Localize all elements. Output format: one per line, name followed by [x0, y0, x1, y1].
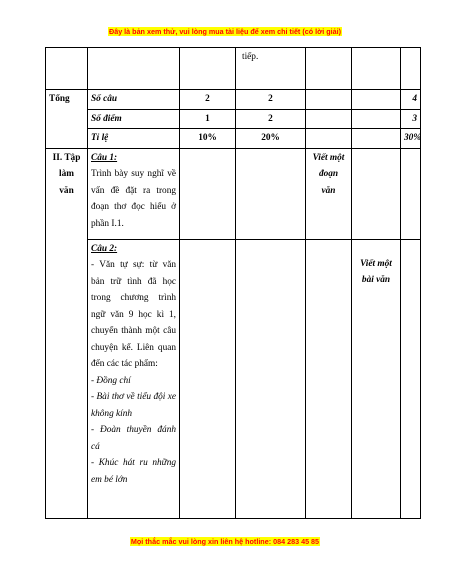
table-row-continuation [46, 48, 421, 90]
table-row-so-cau [46, 90, 421, 110]
table-cell [46, 48, 88, 90]
table-cell [306, 239, 352, 518]
section-label-line: II. Tập [52, 152, 81, 163]
level-cell [352, 239, 401, 518]
table-cell: 20% [236, 129, 306, 149]
row-label: Số câu [88, 90, 180, 110]
table-cell [306, 109, 352, 129]
level-line: đoạn [318, 169, 339, 179]
table-cell: 10% [180, 129, 236, 149]
table-row-ti-le [46, 129, 421, 149]
preview-notice-banner [0, 27, 450, 36]
question-title: Câu 2: [91, 243, 118, 254]
level-line: văn [321, 185, 336, 196]
table-cell [88, 48, 180, 90]
level-line: Viết một [312, 152, 345, 163]
table-cell [401, 48, 421, 90]
table-cell [236, 148, 306, 239]
table-cell-total: 4 [401, 90, 421, 110]
row-label: Tỉ lệ [88, 129, 180, 149]
table-cell-total: 30% [401, 129, 421, 149]
table-row-cau-1 [46, 148, 421, 239]
preview-notice-text: Đây là bản xem thử, vui lòng mua tài liệu để xem chi tiết (có lời giải) [109, 27, 341, 36]
table-cell [180, 48, 236, 90]
table-cell [306, 129, 352, 149]
table-cell [352, 129, 401, 149]
level-line: bài văn [361, 275, 391, 285]
table-row-cau-2 [46, 239, 421, 518]
table-cell [352, 48, 401, 90]
table-cell [180, 148, 236, 239]
level-line: Viết một [360, 258, 392, 269]
table-cell [401, 239, 421, 518]
work-item: - Bài thơ về tiểu đội xe không kính [91, 392, 176, 419]
table-cell [352, 148, 401, 239]
tong-label: Tổng [46, 90, 88, 149]
hotline-text: Mọi thắc mắc vui lòng xin liên hệ hotline: 084 283 45 85 [130, 537, 320, 546]
work-item: - Khúc hát ru những em bé lớn [91, 458, 176, 485]
section-label-line: văn [59, 185, 74, 196]
table-cell: 2 [236, 109, 306, 129]
table-cell [180, 239, 236, 518]
hotline-banner [0, 537, 450, 546]
table-cell [352, 109, 401, 129]
table-cell: 2 [236, 90, 306, 110]
section-label-line: làm [59, 169, 74, 179]
question-text: - Văn tự sự: từ văn bản trữ tình đã học trong chương trình ngữ văn 9 học kì 1, chuyển thành một câu chuyện kể. Liên quan đến các tác phẩm: [91, 260, 176, 369]
table-cell [401, 148, 421, 239]
matrix-table [45, 47, 421, 519]
table-cell: 2 [180, 90, 236, 110]
row-label: Số điểm [88, 109, 180, 129]
table-cell [352, 90, 401, 110]
table-cell: tiếp. [236, 48, 306, 90]
work-item: - Đoàn thuyền đánh cá [91, 425, 176, 452]
question-title: Câu 1: [91, 152, 118, 163]
table-cell [236, 239, 306, 518]
question-text: Trình bày suy nghĩ về vấn đề đặt ra trong đoạn thơ đọc hiểu ở phần I.1. [91, 169, 176, 229]
level-cell [306, 148, 352, 239]
table-cell [306, 48, 352, 90]
table-cell: 1 [180, 109, 236, 129]
table-cell [306, 90, 352, 110]
question-cell [88, 239, 180, 518]
table-row-so-diem [46, 109, 421, 129]
section-label [46, 148, 88, 518]
question-cell [88, 148, 180, 239]
table-cell-total: 3 [401, 109, 421, 129]
work-item: - Đồng chí [91, 375, 131, 386]
